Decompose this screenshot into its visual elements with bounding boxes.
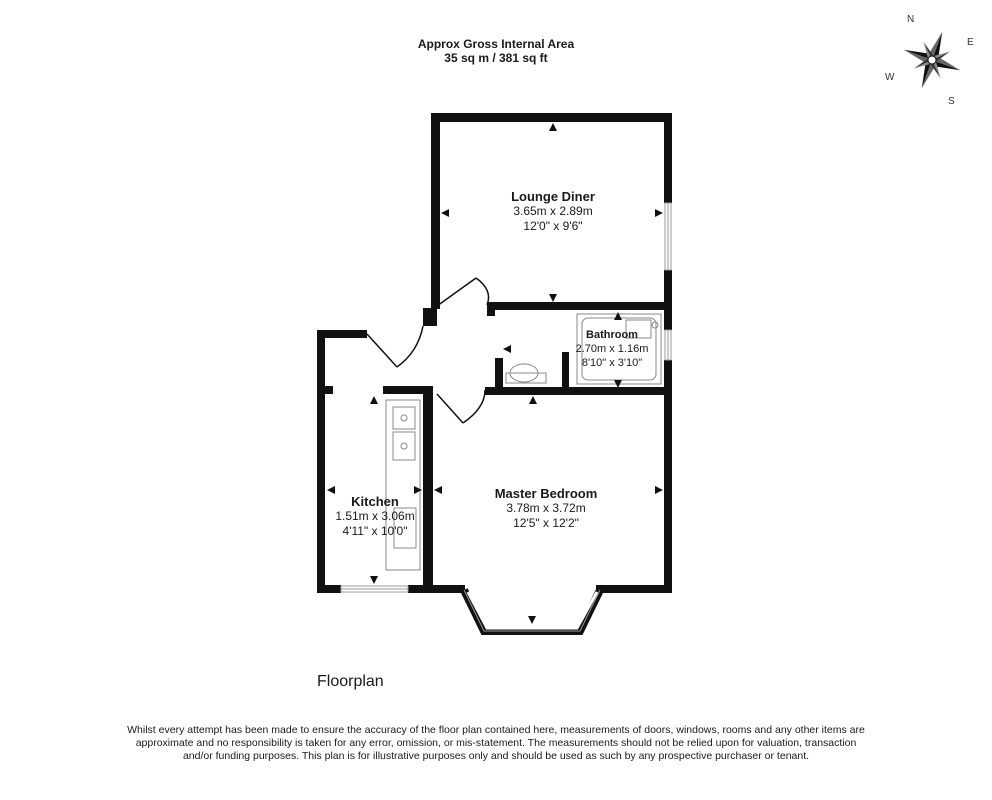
room-name: Lounge Diner [511, 189, 595, 204]
compass-n: N [907, 14, 915, 25]
compass-e: E [967, 37, 974, 48]
room-name: Bathroom [586, 329, 638, 341]
room-imperial: 12'5" x 12'2" [513, 516, 579, 530]
compass-rose [878, 12, 988, 112]
compass-w: W [885, 72, 895, 83]
room-metric: 1.51m x 3.06m [335, 509, 415, 523]
room-metric: 3.65m x 2.89m [513, 204, 593, 218]
area-title: Approx Gross Internal Area [417, 37, 575, 51]
bay-window [464, 590, 600, 631]
room-imperial: 12'0" x 9'6" [523, 219, 583, 233]
room-kitchen [325, 494, 425, 539]
compass-icon [878, 12, 988, 112]
compass-s: S [948, 96, 955, 107]
room-name: Kitchen [351, 494, 399, 509]
room-imperial: 8'10" x 3'10" [581, 357, 643, 369]
room-name: Master Bedroom [494, 486, 598, 501]
floorplan-caption: Floorplan [317, 673, 384, 690]
room-imperial: 4'11" x 10'0" [342, 524, 408, 538]
area-value: 35 sq m / 381 sq ft [444, 51, 548, 65]
room-master-bedroom [476, 486, 616, 531]
room-metric: 3.78m x 3.72m [506, 501, 586, 515]
room-bathroom [566, 328, 658, 370]
room-lounge-diner [483, 189, 623, 234]
disclaimer-text: Whilst every attempt has been made to ensure the accuracy of the floor plan contained here, measurements of doors, windows, rooms and any other items are approximate and no responsibility is taken for any error, omission, or mis-statement. The measurements should not be relied upon for valuation, transaction and/or funding purposes. This plan is for illustrative purposes only and should be used as such by any prospective purchaser or tenant. [127, 724, 865, 762]
room-metric: 2.70m x 1.16m [575, 343, 649, 355]
